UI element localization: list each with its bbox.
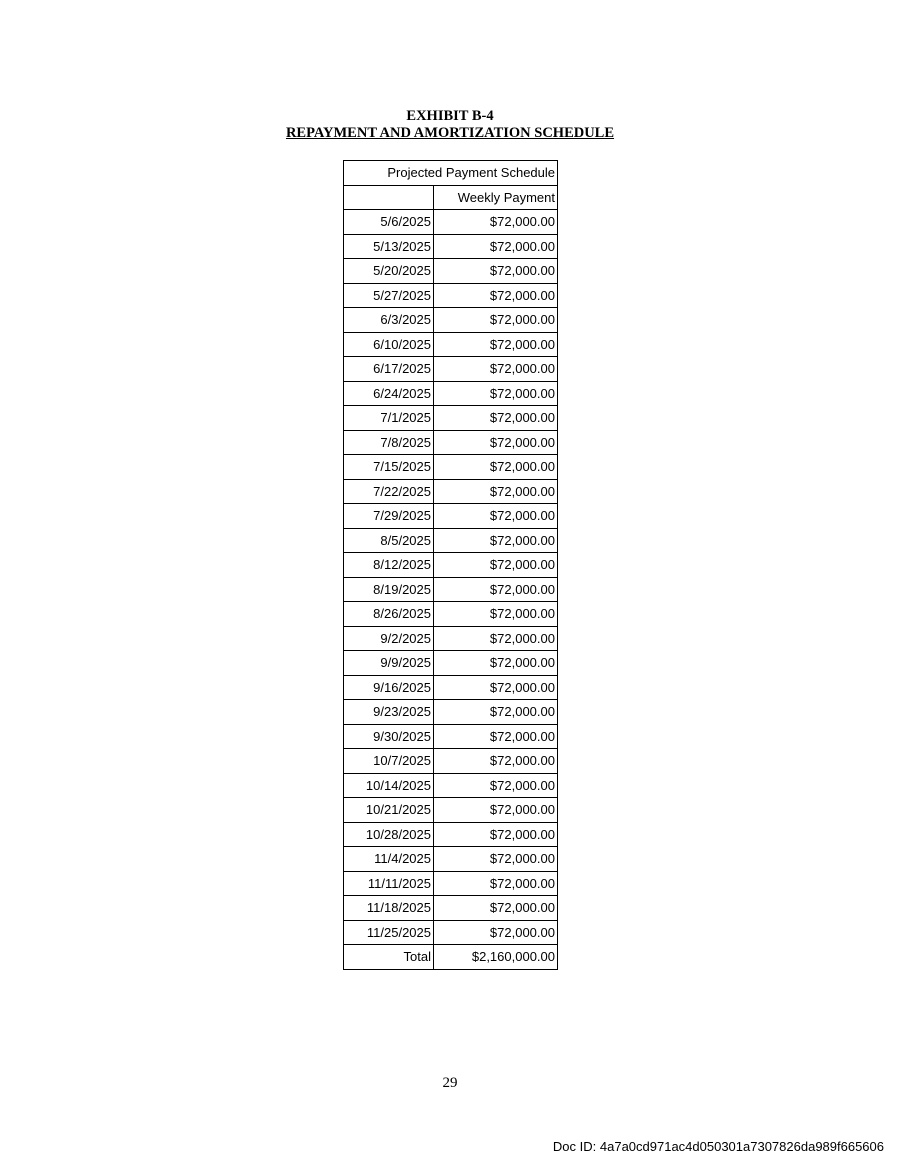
table-row — [344, 651, 558, 676]
table-row — [344, 210, 558, 235]
table-row — [344, 528, 558, 553]
payment-date-cell: 11/18/2025 — [344, 896, 434, 921]
payment-amount-cell: $72,000.00 — [434, 504, 558, 529]
table-row — [344, 847, 558, 872]
payment-date-cell: 7/29/2025 — [344, 504, 434, 529]
payment-date-cell: 8/19/2025 — [344, 577, 434, 602]
payment-date-cell: 6/17/2025 — [344, 357, 434, 382]
payment-amount-cell: $72,000.00 — [434, 210, 558, 235]
payment-amount-cell: $72,000.00 — [434, 920, 558, 945]
table-row — [344, 381, 558, 406]
payment-date-cell: 11/4/2025 — [344, 847, 434, 872]
payment-date-cell: 5/27/2025 — [344, 283, 434, 308]
payment-date-cell: 6/3/2025 — [344, 308, 434, 333]
table-row — [344, 406, 558, 431]
payment-date-cell: 7/8/2025 — [344, 430, 434, 455]
payment-date-cell: 7/15/2025 — [344, 455, 434, 480]
payment-date-cell: 7/22/2025 — [344, 479, 434, 504]
payment-amount-cell: $72,000.00 — [434, 430, 558, 455]
payment-amount-cell: $72,000.00 — [434, 700, 558, 725]
payment-amount-cell: $72,000.00 — [434, 675, 558, 700]
exhibit-heading — [0, 108, 900, 142]
table-row — [344, 430, 558, 455]
page-number: 29 — [442, 1075, 458, 1091]
payment-date-cell: 7/1/2025 — [344, 406, 434, 431]
table-title-cell: Projected Payment Schedule — [344, 161, 558, 186]
table-row — [344, 234, 558, 259]
table-row — [344, 773, 558, 798]
payment-amount-cell: $72,000.00 — [434, 822, 558, 847]
payment-schedule-table — [343, 160, 558, 970]
payment-date-cell: 9/23/2025 — [344, 700, 434, 725]
exhibit-title: EXHIBIT B-4 — [406, 108, 494, 124]
payment-date-cell: 8/26/2025 — [344, 602, 434, 627]
payment-date-cell: 11/11/2025 — [344, 871, 434, 896]
payment-date-cell: 6/24/2025 — [344, 381, 434, 406]
table-row — [344, 724, 558, 749]
payment-amount-cell: $72,000.00 — [434, 773, 558, 798]
table-row — [344, 357, 558, 382]
table-row — [344, 920, 558, 945]
payment-amount-cell: $72,000.00 — [434, 357, 558, 382]
payment-amount-cell: $72,000.00 — [434, 724, 558, 749]
payment-amount-cell: $72,000.00 — [434, 553, 558, 578]
payment-amount-cell: $72,000.00 — [434, 798, 558, 823]
table-row — [344, 700, 558, 725]
payment-date-cell: 10/14/2025 — [344, 773, 434, 798]
payment-amount-cell: $72,000.00 — [434, 259, 558, 284]
table-row — [344, 749, 558, 774]
payment-amount-cell: $72,000.00 — [434, 479, 558, 504]
payment-amount-cell: $72,000.00 — [434, 381, 558, 406]
payment-amount-cell: $72,000.00 — [434, 626, 558, 651]
payment-amount-cell: $72,000.00 — [434, 283, 558, 308]
payment-amount-cell: $72,000.00 — [434, 577, 558, 602]
payment-amount-cell: $72,000.00 — [434, 749, 558, 774]
payment-date-cell: 10/28/2025 — [344, 822, 434, 847]
table-row — [344, 455, 558, 480]
payment-date-cell: 9/16/2025 — [344, 675, 434, 700]
table-row — [344, 504, 558, 529]
doc-id: Doc ID: 4a7a0cd971ac4d050301a7307826da989f665606 — [552, 1139, 884, 1154]
table-row — [344, 308, 558, 333]
table-row — [344, 896, 558, 921]
payment-date-cell: 8/12/2025 — [344, 553, 434, 578]
date-header-cell — [344, 185, 434, 210]
total-row — [344, 945, 558, 970]
payment-date-cell: 9/2/2025 — [344, 626, 434, 651]
payment-date-cell: 9/30/2025 — [344, 724, 434, 749]
column-header-row — [344, 185, 558, 210]
payment-amount-cell: $72,000.00 — [434, 602, 558, 627]
payment-amount-cell: $72,000.00 — [434, 847, 558, 872]
total-amount-cell: $2,160,000.00 — [434, 945, 558, 970]
table-row — [344, 577, 558, 602]
total-label-cell: Total — [344, 945, 434, 970]
payment-date-cell: 10/21/2025 — [344, 798, 434, 823]
payment-date-cell: 11/25/2025 — [344, 920, 434, 945]
table-row — [344, 675, 558, 700]
payment-date-cell: 8/5/2025 — [344, 528, 434, 553]
payment-date-cell: 10/7/2025 — [344, 749, 434, 774]
table-row — [344, 822, 558, 847]
table-row — [344, 798, 558, 823]
payment-amount-cell: $72,000.00 — [434, 528, 558, 553]
weekly-payment-header: Weekly Payment — [434, 185, 558, 210]
payment-amount-cell: $72,000.00 — [434, 406, 558, 431]
table-row — [344, 871, 558, 896]
table-title-row — [344, 161, 558, 186]
table-row — [344, 332, 558, 357]
payment-amount-cell: $72,000.00 — [434, 455, 558, 480]
table-row — [344, 553, 558, 578]
payment-date-cell: 5/20/2025 — [344, 259, 434, 284]
table-row — [344, 626, 558, 651]
payment-amount-cell: $72,000.00 — [434, 896, 558, 921]
table-row — [344, 283, 558, 308]
schedule-title: REPAYMENT AND AMORTIZATION SCHEDULE — [285, 125, 615, 141]
payment-amount-cell: $72,000.00 — [434, 651, 558, 676]
payment-amount-cell: $72,000.00 — [434, 308, 558, 333]
payment-amount-cell: $72,000.00 — [434, 871, 558, 896]
table-row — [344, 479, 558, 504]
payment-date-cell: 6/10/2025 — [344, 332, 434, 357]
payment-amount-cell: $72,000.00 — [434, 332, 558, 357]
table-row — [344, 602, 558, 627]
payment-date-cell: 5/13/2025 — [344, 234, 434, 259]
table-row — [344, 259, 558, 284]
payment-date-cell: 5/6/2025 — [344, 210, 434, 235]
payment-date-cell: 9/9/2025 — [344, 651, 434, 676]
payment-amount-cell: $72,000.00 — [434, 234, 558, 259]
schedule-table-body — [344, 161, 558, 970]
